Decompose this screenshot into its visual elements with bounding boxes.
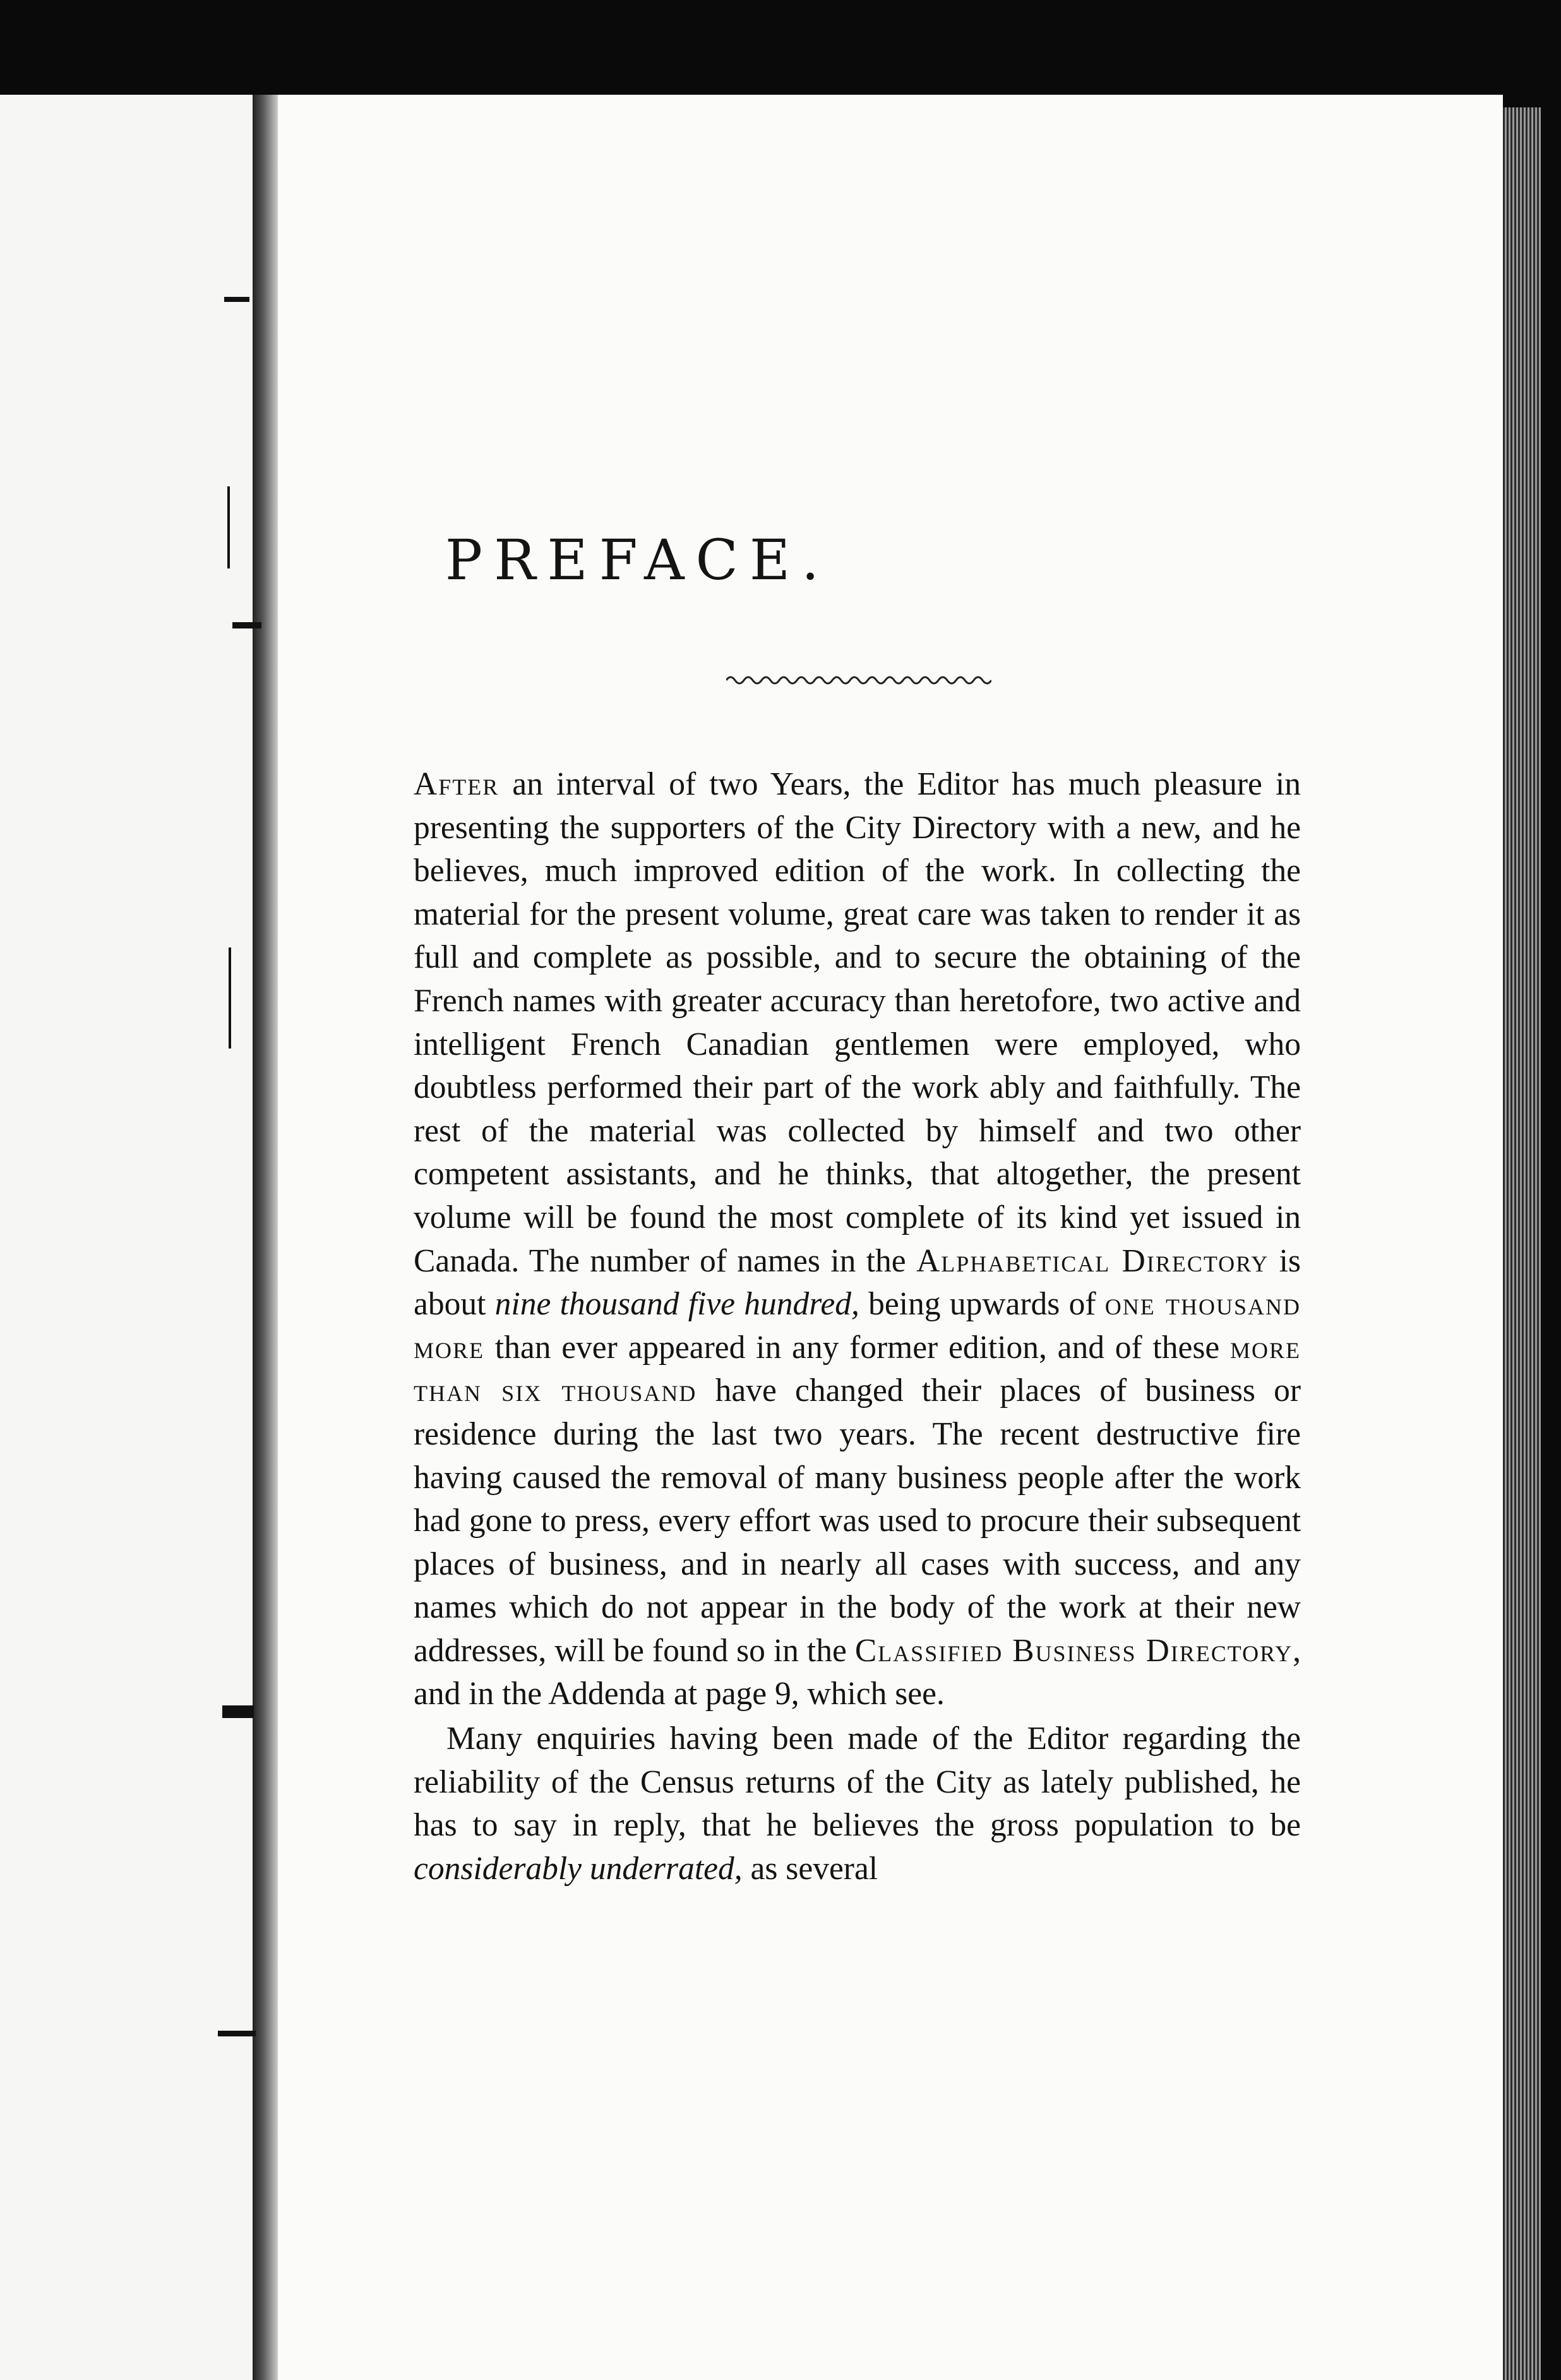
name-count-emphasis: nine thousand five hundred,: [494, 1286, 859, 1323]
left-page-margin: [0, 95, 278, 2380]
one-thousand-more-emphasis: one thousand more: [414, 1286, 1301, 1366]
page-edges: [1503, 107, 1541, 2380]
underrated-emphasis: considerably underrated,: [414, 1850, 743, 1887]
paragraph-1: After an interval of two Years, the Editor has much pleasure in presenting the supporters of the City Directory with a new, and he believes, much improved edition of the work. In collecting the material for the present volume, great care was taken to render it as full and complete as possible, and to secure the obtaining of the French names with greater accuracy than heretofore, two active and intelligent French Canadian gentlemen were employed, who doubtless performed their part of the work ably and faithfully. The rest of the material was collected by himself and two other competent assistants, and he thinks, that altogether, the present volume will be found the most complete of its kind yet issued in Canada. The number of names in the Alphabetical Directory is about nine thousand five hundred, being upwards of one thousand more than ever appeared in any former edition, and of these more than six thousand have changed their places of business or residence during the last two years. The recent destructive fire having caused the removal of many business people after the work had gone to press, every effort was used to procure their subsequent places of business, and in nearly all cases with success, and any names which do not appear in the body of the work at their new addresses, will be found so in the Classified Business Directory, and in the Addenda at page 9, which see.: [414, 766, 1301, 1712]
opening-word: After: [414, 766, 499, 802]
six-thousand-emphasis: more than six thousand: [414, 1329, 1301, 1409]
alphabetical-directory-ref: Alphabetical Directory: [916, 1242, 1269, 1279]
classified-directory-ref: Classified Business Directory: [854, 1632, 1293, 1669]
paragraph-2: Many enquiries having been made of the Editor regarding the reliability of the Census returns of the City as lately published, he has to say in reply, that he believes the gross population to be considerably underrated, as several: [414, 1721, 1301, 1887]
binding-mark: [218, 2031, 256, 2036]
binding-mark: [229, 947, 231, 1049]
binding-mark: [232, 622, 261, 628]
preface-body: [414, 763, 1301, 1890]
binding-gutter: [253, 95, 278, 2380]
page-title: PREFACE.: [445, 527, 831, 592]
binding-mark: [222, 1705, 254, 1718]
binding-mark: [224, 297, 249, 302]
wavy-rule-ornament: [726, 671, 991, 690]
